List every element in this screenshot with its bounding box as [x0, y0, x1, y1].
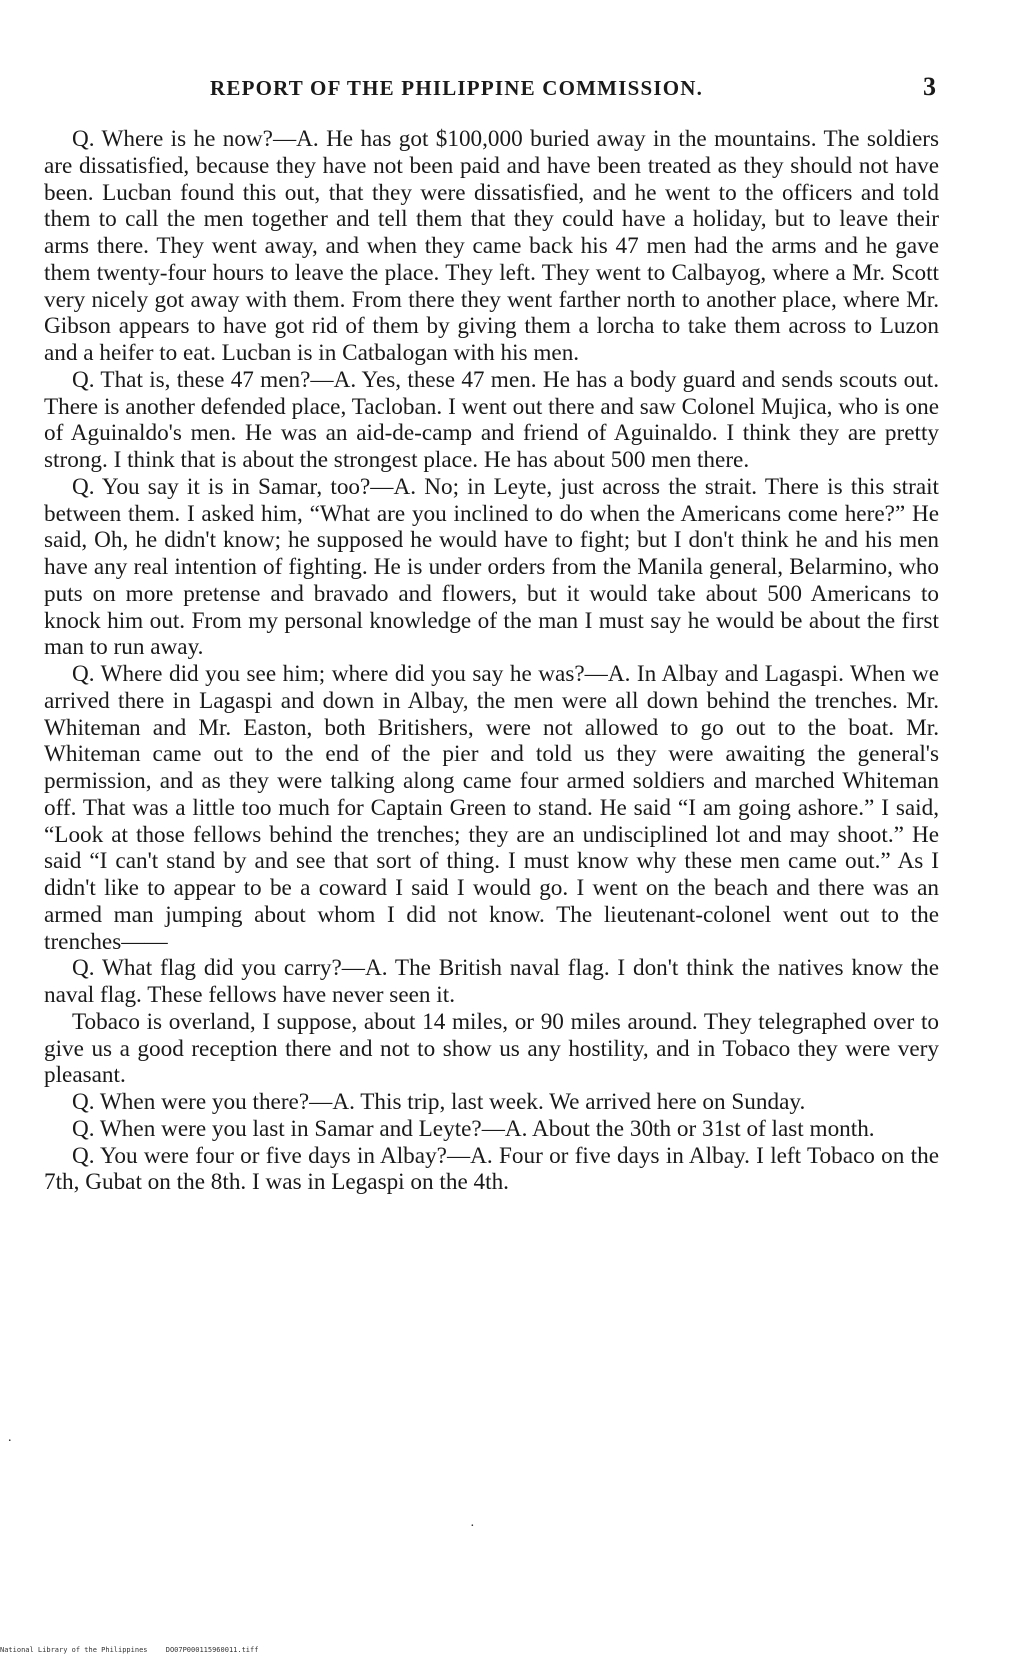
stray-mark-left: . — [8, 1430, 12, 1445]
paragraph: Tobaco is overland, I suppose, about 14 miles, or 90 miles around. They telegraphed over to give us a good reception there and not to show us any hostility, and in Tobaco they were very pleasant. — [44, 1008, 939, 1089]
scan-footer — [0, 1646, 258, 1654]
paragraph: Q. You say it is in Samar, too?—A. No; in Leyte, just across the strait. There is this strait between them. I asked him, “What are you inclined to do when the Americans come here?” He said, Oh, he didn't know; he supposed he would have to fight; but I don't think he and his men have any real intention of fighting. He is under orders from the Manila general, Belarmino, who puts on more pretense and bravado and flowers, but it would take about 500 Americans to knock him out. From my personal knowledge of the man I must say he would be about the first man to run away. — [44, 473, 939, 661]
running-header — [40, 72, 940, 110]
stray-mark-bottom: · — [470, 1519, 475, 1534]
paragraph: Q. When were you last in Samar and Leyte?—A. About the 30th or 31st of last month. — [72, 1115, 875, 1142]
scan-footer-library: National Library of the Philippines — [0, 1646, 148, 1654]
paragraph: Q. Where did you see him; where did you say he was?—A. In Albay and Lagaspi. When we arrived there in Lagaspi and down in Albay, the men were all down behind the trenches. Mr. Whiteman and Mr. Easton, both Britishers, were not allowed to go out to the boat. Mr. Whiteman came out to the end of the pier and told us they were awaiting the general's permission, and as they were talking along came four armed soldiers and marched Whiteman off. That was a little too much for Captain Green to stand. He said “I am going ashore.” I said, “Look at those fellows behind the trenches; they are an undisciplined lot and may shoot.” He said “I can't stand by and see that sort of thing. I must know why these men came out.” As I didn't like to appear to be a coward I said I would go. I went on the beach and there was an armed man jumping about whom I did not know. The lieutenant-colonel went out to the trenches—— — [44, 661, 939, 955]
running-header-title: REPORT OF THE PHILIPPINE COMMISSION. — [210, 76, 704, 100]
paragraph: Q. That is, these 47 men?—A. Yes, these 47 men. He has a body guard and sends scouts out. There is another defended place, Tacloban. I went out there and saw Colonel Mujica, who is one of Aguinaldo's men. He was an aid-de-camp and friend of Aguinaldo. I think they are pretty strong. I think that is about the strongest place. He has about 500 men there. — [44, 366, 939, 473]
body-text — [44, 126, 939, 1196]
paragraph: Q. You were four or five days in Albay?—A. Four or five days in Albay. I left Tobaco on the 7th, Gubat on the 8th. I was in Legaspi on the 4th. — [44, 1142, 939, 1196]
paragraph: Q. Where is he now?—A. He has got $100,000 buried away in the mountains. The soldiers are dissatisfied, because they have not been paid and have been treated as they should not have been. Lucban found this out, that they were dissatisfied, and he went to the officers and told them to call the men together and tell them that they could have a holiday, but to leave their arms there. They went away, and when they came back his 47 men had the arms and he gave them twenty-four hours to leave the place. They left. They went to Calbayog, where a Mr. Scott very nicely got away with them. From there they went farther north to another place, where Mr. Gibson appears to have got rid of them by giving them a lorcha to take them across to Luzon and a heifer to eat. Lucban is in Catbalogan with his men. — [44, 126, 939, 366]
page-number: 3 — [923, 72, 936, 101]
paragraph: Q. When were you there?—A. This trip, last week. We arrived here on Sunday. — [72, 1089, 806, 1115]
scan-footer-filename: DO07P000115960011.tiff — [165, 1646, 259, 1654]
paragraph: Q. What flag did you carry?—A. The British naval flag. I don't think the natives know the naval flag. These fellows have never seen it. — [44, 955, 939, 1008]
